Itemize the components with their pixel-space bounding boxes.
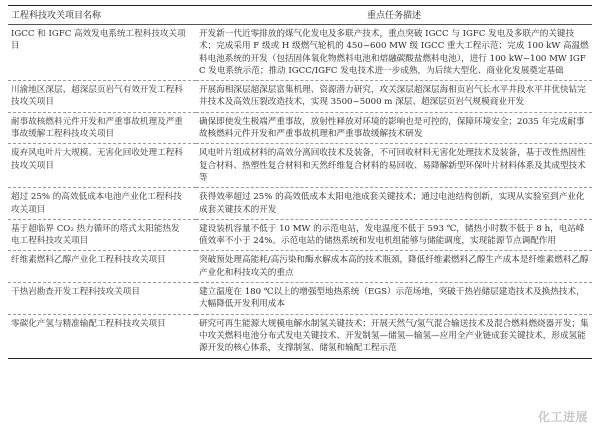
key-projects-table bbox=[8, 5, 592, 359]
task-description-cell: 突破预处理高能耗/高污染和酶水解成本高的技术瓶颈，降低纤维素燃料乙醇生产成本是纤维素燃料乙醇产业化和科技攻关的重点 bbox=[199, 255, 589, 278]
header-project-name: 工程科技攻关项目名称 bbox=[11, 11, 102, 21]
table-row bbox=[8, 112, 592, 144]
table-header-row bbox=[8, 6, 592, 25]
task-description-cell: 建立温度在 180 ℃以上的增强型地热系统（EGS）示范场地，突破干热岩储层建造技术及换热技术，大幅降低开发利用成本 bbox=[199, 287, 585, 310]
project-name-cell: 干热岩勘查开发工程科技攻关项目 bbox=[11, 287, 140, 298]
table-row bbox=[8, 188, 592, 220]
header-task-description: 重点任务描述 bbox=[366, 11, 421, 21]
task-description-cell: 开发新一代近零排放的煤气化发电及多联产技术，重点突破 IGCC 与 IGFC 发电及多联产的关键技术；完成采用 F 级或 H 级燃气轮机的 450~600 MW 级 IGCC 重大工程示范；完成 100 kW 高温燃料电池系统的开发（包括固体氧化物燃料电池和熔融碳酸盐燃料电池），进行 100 kW~100 MW IGFC 发电系统示范；推动 IGCC/IGFC 发电技术进一步成熟，为后续大型化、商业化发展奠定基础 bbox=[199, 29, 589, 76]
table-row bbox=[8, 219, 592, 251]
task-description-cell: 开展海相深层超深层富集机理、资源潜力研究，攻关深层超深层海相页岩气长水平井段水平井优快钻完井技术及高效压裂改造技术，实现 3500~5000 m 深层、超深层页岩气规模商业开发 bbox=[199, 85, 586, 108]
project-name-cell: 零碳化产氢与精准输配工程科技攻关项目 bbox=[11, 318, 166, 329]
table-row bbox=[8, 25, 592, 81]
task-description-cell: 确保即使发生极端严重事故，放射性释放对环境的影响也是可控的，保障环境安全；2035 年完成耐事故核燃料元件开发和严重事故机理和严重事故缓解技术研发 bbox=[199, 116, 585, 140]
task-description-cell: 风电叶片组成材料的高效分离回收技术及装备，不可回收材料无害化处理技术及装备，基于改性热固性复合材料、热塑性复合材料和天然纤维复合材料的易回收、易降解新型环保叶片材料体系及其成型技术等 bbox=[199, 148, 586, 183]
project-name-cell: 纤维素燃料乙醇产业化工程科技攻关项目 bbox=[11, 255, 166, 266]
table-row bbox=[8, 144, 592, 188]
table-row bbox=[8, 251, 592, 283]
table-row bbox=[8, 283, 592, 315]
project-name-cell: 基于超临界 CO₂ 热力循环的塔式太阳能热发电工程科技攻关项目 bbox=[11, 223, 180, 247]
table-row bbox=[8, 81, 592, 113]
project-name-cell: IGCC 和 IGFC 高效发电系统工程科技攻关项目 bbox=[11, 29, 186, 52]
project-name-cell: 耐事故核燃料元件开发和严重事故机理及严重事故缓解工程科技攻关项目 bbox=[11, 116, 183, 140]
table-row bbox=[8, 314, 592, 358]
project-name-cell: 废弃风电叶片大规模、无害化回收处理工程科技攻关项目 bbox=[11, 148, 183, 171]
watermark-logo: 化工进展 bbox=[537, 410, 588, 424]
task-description-cell: 研究可再生能源大规模电解水制氢关键技术；开展天然气/氢气混合输送技术及混合燃料燃烧器开发；集中攻关燃料电池分布式发电关键技术、开发制氢—储氢—输氢—应用全产业链成套关键技术，形成氢能源开发的核心体系，支撑制氢、储氢和输配工程示范 bbox=[199, 318, 589, 354]
task-description-cell: 获得效率超过 25% 的高效低成本太阳电池成套关键技术；通过电池结构创新，实现从实验室到产业化成套关键技术的开发 bbox=[199, 192, 585, 215]
project-name-cell: 川渝地区深层、超深层页岩气有效开发工程科技攻关项目 bbox=[11, 85, 183, 108]
project-name-cell: 超过 25% 的高效低成本电池产业化工程科技攻关项目 bbox=[11, 192, 182, 215]
task-description-cell: 建设装机容量不低于 10 MW 的示范电站，发电温度不低于 593 ℃，储热小时数不低于 8 h，电站峰值效率不小于 24%。示范电站的储热系统和发电机组能够与储能调度，实现能源节点调配作用 bbox=[199, 223, 585, 247]
